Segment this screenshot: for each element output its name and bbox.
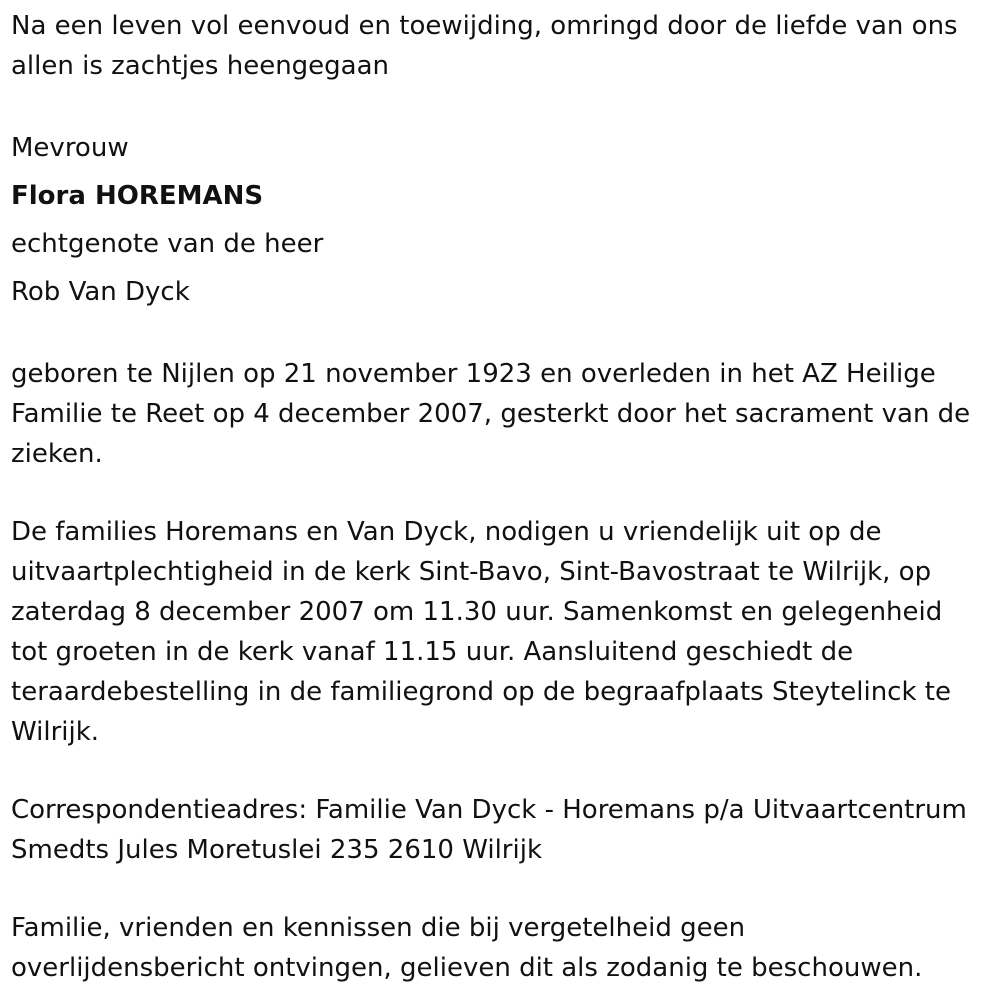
obituary-document xyxy=(11,6,986,988)
spouse-name: Rob Van Dyck xyxy=(11,277,190,307)
title-line: Mevrouw xyxy=(11,133,129,163)
relation-line: echtgenote van de heer xyxy=(11,229,324,259)
birth-death-paragraph: geboren te Nijlen op 21 november 1923 en overleden in het AZ Heilige Familie te Reet op 4 december 2007, gesterkt door het sacrament van de zieken. xyxy=(11,359,971,469)
deceased-name: Flora HOREMANS xyxy=(11,181,264,211)
correspondence-paragraph: Correspondentieadres: Familie Van Dyck - Horemans p/a Uitvaartcentrum Smedts Jules Moretuslei 235 2610 Wilrijk xyxy=(11,795,967,865)
funeral-paragraph: De families Horemans en Van Dyck, nodigen u vriendelijk uit op de uitvaartplechtigheid in de kerk Sint-Bavo, Sint-Bavostraat te Wilrijk, op zaterdag 8 december 2007 om 11.30 uur. Samenkomst en gelegenheid tot groeten in de kerk vanaf 11.15 uur. Aansluitend geschiedt de teraardebestelling in de familiegrond op de begraafplaats Steytelinck te Wilrijk. xyxy=(11,517,951,747)
closing-paragraph: Familie, vrienden en kennissen die bij vergetelheid geen overlijdensbericht ontvingen, gelieven dit als zodanig te beschouwen. xyxy=(11,913,923,983)
intro-paragraph: Na een leven vol eenvoud en toewijding, omringd door de liefde van ons allen is zachtjes heengegaan xyxy=(11,11,958,81)
